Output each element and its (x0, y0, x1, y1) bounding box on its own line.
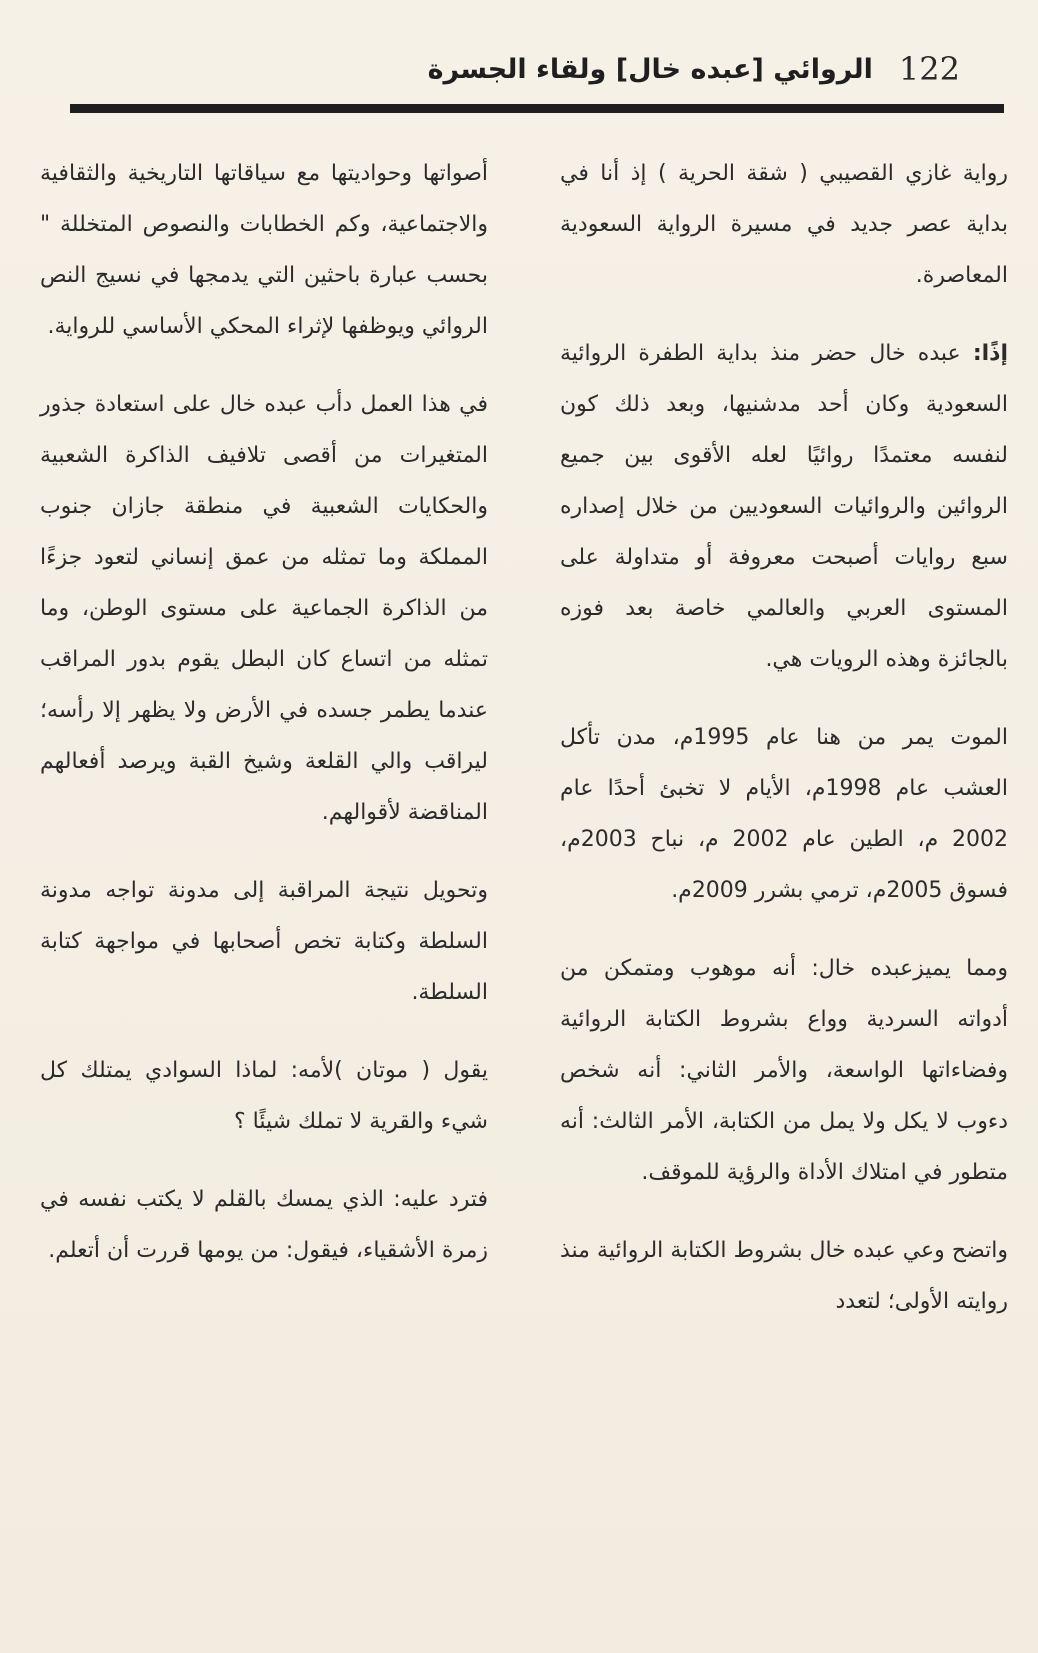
page-number: 122 (898, 50, 960, 88)
text-columns (40, 148, 1008, 1613)
right-column (560, 148, 1008, 1613)
paragraph: فترد عليه: الذي يمسك بالقلم لا يكتب نفسه في زمرة الأشقياء، فيقول: من يومها قررت أن أتعلم. (40, 1187, 488, 1263)
page-header (70, 44, 960, 94)
paragraph: رواية غازي القصيبي ( شقة الحرية ) إذ أنا في بداية عصر جديد في مسيرة الرواية السعودية المعاصرة. (560, 161, 1008, 288)
header-divider (70, 104, 1004, 113)
paragraph (560, 328, 1008, 685)
paragraph: الموت يمر من هنا عام 1995م، مدن تأكل العشب عام 1998م، الأيام لا تخبئ أحدًا عام 2002 م، الطين عام 2002 م، نباح 2003م، فسوق 2005م، ترمي بشرر 2009م. (560, 725, 1008, 903)
left-column (40, 148, 488, 1613)
paragraph: وتحويل نتيجة المراقبة إلى مدونة تواجه مدونة السلطة وكتابة تخص أصحابها في مواجهة كتابة السلطة. (40, 878, 488, 1005)
lead-word: إذًا: (972, 341, 1008, 366)
running-title: الروائي [عبده خال] ولقاء الجسرة (427, 53, 873, 85)
paragraph-text: عبده خال حضر منذ بداية الطفرة الروائية السعودية وكان أحد مدشنيها، وبعد ذلك كون لنفسه معتمدًا روائيًا لعله الأقوى بين جميع الروائين والروائيات السعوديين من خلال إصداره سبع روايات أصبحت معروفة أو متداولة على المستوى العربي والعالمي خاصة بعد فوزه بالجائزة وهذه الرويات هي. (560, 341, 1008, 672)
paragraph: يقول ( موتان )لأمه: لماذا السوادي يمتلك كل شيء والقرية لا تملك شيئًا ؟ (40, 1058, 488, 1134)
paragraph: ومما يميزعبده خال: أنه موهوب ومتمكن من أدواته السردية وواع بشروط الكتابة الروائية وفضاءاتها الواسعة، والأمر الثاني: أنه شخص دءوب لا يكل ولا يمل من الكتابة، الأمر الثالث: أنه متطور في امتلاك الأداة والرؤية للموقف. (560, 956, 1008, 1185)
paragraph: واتضح وعي عبده خال بشروط الكتابة الروائية منذ روايته الأولى؛ لتعدد (560, 1238, 1008, 1314)
paragraph: في هذا العمل دأب عبده خال على استعادة جذور المتغيرات من أقصى تلافيف الذاكرة الشعبية والحكايات الشعبية في منطقة جازان جنوب المملكة وما تمثله من عمق إنساني لتعود جزءًا من الذاكرة الجماعية على مستوى الوطن، وما تمثله من اتساع كان البطل يقوم بدور المراقب عندما يطمر جسده في الأرض ولا يظهر إلا رأسه؛ ليراقب والي القلعة وشيخ القبة ويرصد أفعالهم المناقضة لأقوالهم. (40, 392, 488, 825)
paragraph: أصواتها وحواديتها مع سياقاتها التاريخية والثقافية والاجتماعية، وكم الخطابات والنصوص المتخللة " بحسب عبارة باحثين التي يدمجها في نسيج النص الروائي ويوظفها لإثراء المحكي الأساسي للرواية. (40, 161, 488, 339)
